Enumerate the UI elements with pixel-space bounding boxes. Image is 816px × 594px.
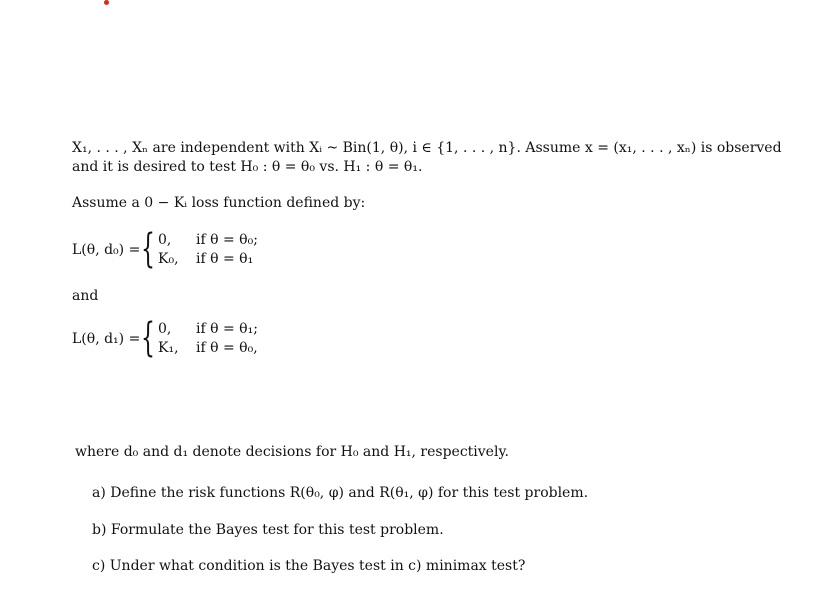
loss-intro: Assume a 0 − Kᵢ loss function defined by: — [72, 195, 366, 211]
left-brace: { — [141, 315, 155, 361]
case-value: K₀, — [158, 251, 179, 267]
case-condition: if θ = θ₀; — [196, 232, 258, 248]
decisions-description: where d₀ and d₁ denote decisions for H₀ and H₁, respectively. — [75, 444, 509, 460]
intro-line-2: and it is desired to test H₀ : θ = θ₀ vs. H₁ : θ = θ₁. — [72, 159, 423, 175]
case-value: 0, — [158, 321, 172, 337]
left-brace: { — [141, 226, 155, 272]
case-condition: if θ = θ₀, — [196, 340, 258, 356]
case-condition: if θ = θ₁ — [196, 251, 254, 267]
equation-lhs: L(θ, d₀) = — [72, 242, 141, 258]
question-a: a) Define the risk functions R(θ₀, φ) and R(θ₁, φ) for this test problem. — [92, 485, 589, 501]
question-c: c) Under what condition is the Bayes test in c) minimax test? — [92, 558, 526, 574]
intro-line-1: X₁, . . . , Xₙ are independent with Xᵢ ~ Bin(1, θ), i ∈ {1, . . . , n}. Assume x = (x₁, . . . , xₙ) is observed — [72, 140, 782, 156]
red-dot-marker — [104, 0, 109, 5]
case-value: K₁, — [158, 340, 179, 356]
case-condition: if θ = θ₁; — [196, 321, 258, 337]
equation-lhs: L(θ, d₁) = — [72, 331, 141, 347]
question-b: b) Formulate the Bayes test for this test problem. — [92, 522, 444, 538]
case-value: 0, — [158, 232, 172, 248]
and-text: and — [72, 288, 99, 304]
